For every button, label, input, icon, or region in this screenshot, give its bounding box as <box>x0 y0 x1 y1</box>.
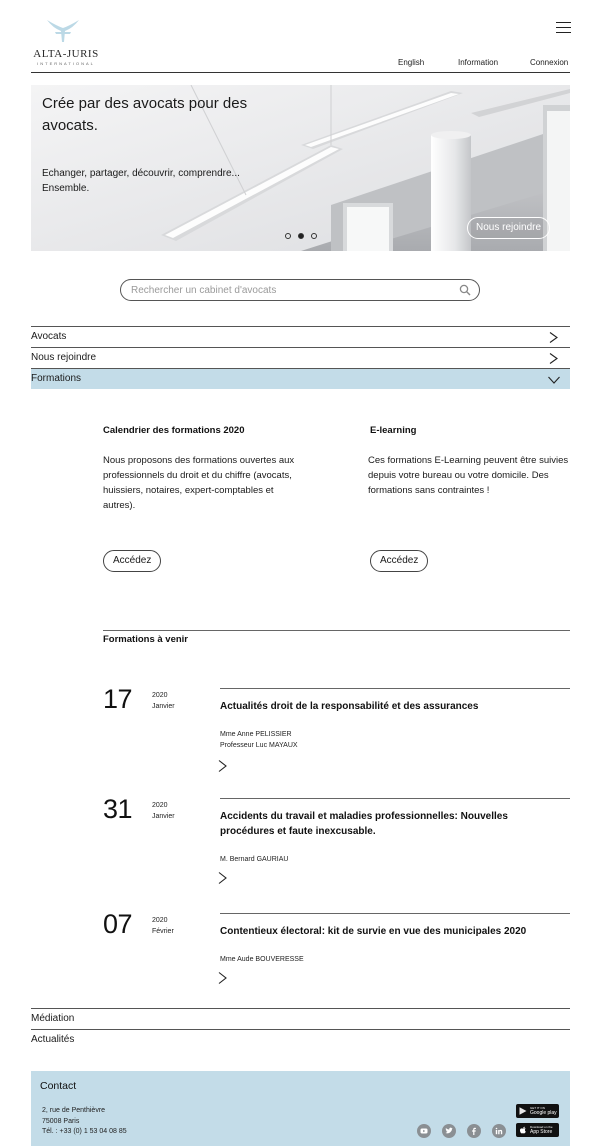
accordion-formations[interactable] <box>31 368 570 389</box>
event-speaker: M. Bernard GAURIAU <box>220 856 289 863</box>
event-day: 31 <box>103 794 133 824</box>
facebook-icon[interactable] <box>467 1124 481 1138</box>
twitter-icon[interactable] <box>442 1124 456 1138</box>
accordion-mediation-label: Médiation <box>31 1013 75 1024</box>
event-title[interactable]: Contentieux électoral: kit de survie en vue des municipales 2020 <box>220 926 527 937</box>
carousel-dot-2[interactable] <box>298 233 304 239</box>
accordion-nous-rejoindre[interactable] <box>31 347 570 368</box>
footer-contact <box>31 1071 570 1146</box>
accordion-mediation[interactable] <box>31 1008 570 1029</box>
logo[interactable] <box>31 16 101 68</box>
event-divider <box>220 688 570 689</box>
accordion-actualites-label: Actualités <box>31 1034 75 1045</box>
elearning-text: Ces formations E-Learning peuvent être suivies depuis votre bureau ou votre domicile. Des formations sans contraintes ! <box>368 455 569 496</box>
calendar-title: Calendrier des formations 2020 <box>103 425 245 436</box>
accordion-nous-rejoindre-label: Nous rejoindre <box>31 352 97 363</box>
event-month: Janvier <box>152 703 175 710</box>
google-play-badge[interactable] <box>516 1104 559 1118</box>
event-year: 2020 <box>152 802 168 809</box>
google-play-small-text: GET IT ON <box>530 1106 545 1110</box>
accordion-actualites[interactable] <box>31 1029 570 1050</box>
nav-information[interactable]: Information <box>458 58 499 67</box>
youtube-icon[interactable] <box>417 1124 431 1138</box>
logo-bird-icon <box>43 16 83 46</box>
carousel-dot-3[interactable] <box>311 233 317 239</box>
header <box>0 0 601 74</box>
calendar-text: Nous proposons des formations ouvertes aux professionnels du droit et du chiffre (avocats, huissiers, notaires, expert-comptables et autres). <box>103 455 295 511</box>
search-input[interactable] <box>131 282 451 298</box>
event-month: Janvier <box>152 813 175 820</box>
event-speaker: Mme Aude BOUVERESSE <box>220 956 304 963</box>
chevron-down-icon <box>548 376 560 384</box>
elearning-title: E-learning <box>370 425 417 436</box>
logo-subtitle: INTERNATIONAL <box>37 61 95 66</box>
join-button[interactable]: Nous rejoindre <box>467 217 550 239</box>
nav-connexion[interactable]: Connexion <box>530 58 569 67</box>
chevron-right-icon <box>549 353 558 364</box>
accordion-formations-label: Formations <box>31 373 82 384</box>
hero-subtitle: Echanger, partager, découvrir, comprendre... Ensemble. <box>42 168 240 194</box>
nav-english[interactable]: English <box>398 58 425 67</box>
header-divider <box>31 72 570 73</box>
event-day: 17 <box>103 684 133 714</box>
event-divider <box>220 913 570 914</box>
address-line[interactable]: Tél. : +33 (0) 1 53 04 08 85 <box>42 1128 127 1135</box>
address-line: 2, rue de Penthièvre <box>42 1107 106 1114</box>
event-year: 2020 <box>152 917 168 924</box>
event-year: 2020 <box>152 692 168 699</box>
hero-banner <box>31 85 570 251</box>
app-store-text: App Store <box>530 1129 553 1135</box>
menu-icon[interactable] <box>556 22 571 34</box>
accordion-avocats-label: Avocats <box>31 331 67 342</box>
event-speaker: Professeur Luc MAYAUX <box>220 742 298 749</box>
google-play-icon <box>519 1107 527 1115</box>
hero-title: Crée par des avocats pour des avocats. <box>42 95 248 134</box>
carousel-dot-1[interactable] <box>285 233 291 239</box>
address-line: 75008 Paris <box>42 1117 80 1125</box>
section-divider <box>103 630 570 631</box>
event-title[interactable]: Accidents du travail et maladies professionnelles: Nouvelles procédures et faute inexcusable. <box>220 811 508 837</box>
elearning-access-button[interactable]: Accédez <box>370 550 428 572</box>
chevron-right-icon[interactable] <box>218 972 227 984</box>
logo-name: ALTA-JURIS <box>33 48 99 60</box>
search-icon[interactable] <box>459 284 471 296</box>
search-bar <box>120 279 480 301</box>
footer-title: Contact <box>40 1080 77 1092</box>
linkedin-icon[interactable] <box>492 1124 506 1138</box>
app-store-small-text: Download on the <box>530 1125 553 1129</box>
chevron-right-icon[interactable] <box>218 760 227 772</box>
google-play-text: Google play <box>530 1110 557 1116</box>
chevron-right-icon[interactable] <box>218 872 227 884</box>
upcoming-title: Formations à venir <box>103 634 188 645</box>
footer-address <box>42 1106 127 1138</box>
event-title[interactable]: Actualités droit de la responsabilité et des assurances <box>220 701 479 712</box>
event-day: 07 <box>103 909 133 939</box>
event-divider <box>220 798 570 799</box>
chevron-right-icon <box>549 332 558 343</box>
carousel-dots <box>284 233 318 241</box>
event-speaker: Mme Anne PELISSIER <box>220 731 292 738</box>
accordion-avocats[interactable] <box>31 326 570 347</box>
app-store-badge[interactable] <box>516 1123 559 1137</box>
apple-icon <box>519 1126 527 1134</box>
calendar-access-button[interactable]: Accédez <box>103 550 161 572</box>
event-month: Février <box>152 928 174 935</box>
